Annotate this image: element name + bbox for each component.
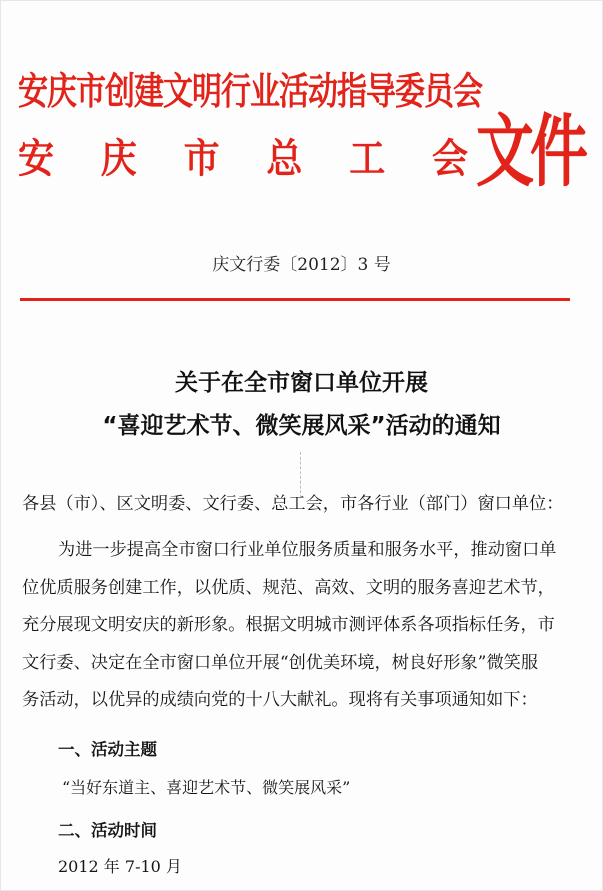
paragraph-line: 充分展现文明安庆的新形象。根据文明城市测评体系各项指标任务，市 — [22, 615, 555, 636]
issuer-char: 工 — [349, 136, 386, 182]
title-line-1: 关于在全市窗口单位开展 — [175, 370, 428, 396]
section-content-theme: “当好东道主、喜迎艺术节、微笑展风采” — [62, 778, 351, 797]
red-header — [0, 0, 603, 240]
issuer-char: 庆 — [100, 136, 137, 182]
issuer-trade-union — [18, 128, 468, 184]
section-heading-theme: 一、活动主题 — [58, 740, 157, 759]
issuer-char: 市 — [183, 136, 220, 182]
issuer-committee: 安庆市创建文明行业活动指导委员会 — [18, 70, 482, 114]
intro-paragraph — [22, 532, 578, 720]
document-number: 庆文行委〔2012〕3 号 — [212, 255, 391, 275]
paragraph-line: 文行委、决定在全市窗口单位开展“创优美环境，树良好形象”微笑服 — [22, 652, 539, 673]
issuer-char: 会 — [431, 136, 468, 182]
paragraph-line: 为进一步提高全市窗口行业单位服务质量和服务水平，推动窗口单 — [58, 540, 557, 560]
title-line-2: “喜迎艺术节、微笑展风采”活动的通知 — [102, 413, 501, 439]
section-content-time: 2012 年 7-10 月 — [58, 857, 182, 876]
issuer-char: 总 — [266, 136, 303, 182]
red-divider — [20, 298, 570, 301]
file-mark: 文件 — [476, 105, 585, 198]
section-heading-time: 二、活动时间 — [58, 821, 157, 840]
paragraph-line: 位优质服务创建工作，以优质、规范、高效、文明的服务喜迎艺术节， — [22, 577, 555, 598]
paragraph-line: 务活动，以优异的成绩向党的十八大献礼。现将有关事项通知如下： — [22, 690, 538, 711]
salutation: 各县（市）、区文明委、文行委、总工会，市各行业（部门）窗口单位： — [22, 494, 564, 514]
issuer-char: 安 — [18, 136, 55, 182]
